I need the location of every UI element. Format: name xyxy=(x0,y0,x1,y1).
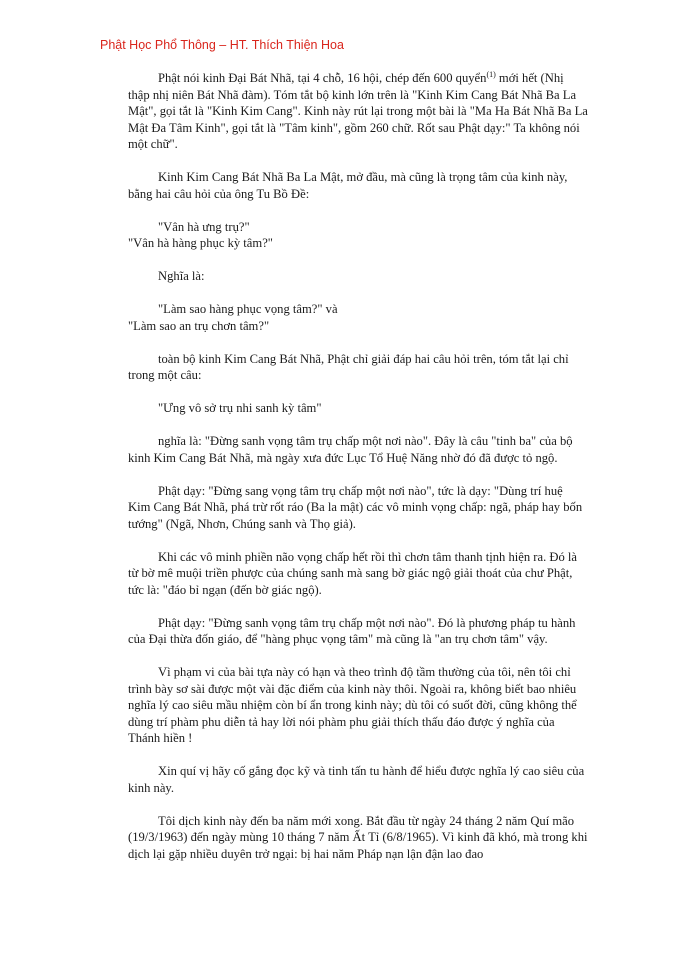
running-header: Phật Học Phổ Thông – HT. Thích Thiện Hoa xyxy=(100,38,344,52)
quote-5: "Ưng vô sở trụ nhi sanh kỳ tâm" xyxy=(158,401,322,415)
paragraph-2: Kinh Kim Cang Bát Nhã Ba La Mật, mở đầu, mà cũng là trọng tâm của kinh này, bằng hai câu hỏi của ông Tu Bồ Đề: xyxy=(128,170,568,201)
paragraph-4: toàn bộ kinh Kim Cang Bát Nhã, Phật chỉ giải đáp hai câu hỏi trên, tóm tắt lại chỉ trong một câu: xyxy=(128,351,569,382)
paragraph-9: Vì phạm vi của bài tựa này có hạn và theo trình độ tầm thường của tôi, nên tôi chỉ trình bày sơ sài được một vài đặc điểm của kinh này thôi. Ngoài ra, không biết bao nhiêu nghĩa lý cao siêu mầu nhiệm còn bí ẩn trong kinh này; dù tôi có suốt đời, cũng không thể dùng trí phàm phu diễn tả hay lời nói phàm phu giải thích thấu đáo được ý nghĩa của Thánh hiền ! xyxy=(128,665,577,745)
paragraph-11: Tôi dịch kinh này đến ba năm mới xong. Bắt đầu từ ngày 24 tháng 2 năm Quí mão (19/3/1963) đến ngày mùng 10 tháng 7 năm Ất Tỉ (6/8/1965). Vì kinh đã khó, mà trong khi dịch lại gặp nhiều duyên trở ngại: bị hai năm Pháp nạn lận đận lao đao xyxy=(128,813,588,861)
quote-4: "Làm sao an trụ chơn tâm?" xyxy=(128,318,270,333)
footnote-marker: (1) xyxy=(486,69,496,79)
paragraph-1-text-b: mới hết (Nhị thập nhị niên Bát Nhã đàm). Tóm tắt bộ kinh lớn trên là "Kinh Kim Cang Bát Nhã Ba La Mật", gọi tắt là "Kinh Kim Cang". Kinh này rút lại trong một bài là "Ma Ha Bát Nhã Ba La Mật Đa Tâm Kinh", gọi tắt là "Tâm kinh", gồm 260 chữ. Rốt sau Phật dạy:" Ta không nói một chữ". xyxy=(128,71,588,151)
paragraph-7: Khi các vô minh phiền não vọng chấp hết rồi thì chơn tâm thanh tịnh hiện ra. Đó là từ bờ mê muội triền phược của chúng sanh mà sang bờ giác ngộ giải thoát của chư Phật, tức là: "đáo bỉ ngạn (đến bờ giác ngộ). xyxy=(128,549,578,597)
paragraph-3: Nghĩa là: xyxy=(158,269,205,283)
paragraph-1 xyxy=(128,70,588,153)
paragraph-6: Phật dạy: "Đừng sang vọng tâm trụ chấp một nơi nào", tức là dạy: "Dùng trí huệ Kim Cang Bát Nhã, phá trừ rốt ráo (Ba la mật) các vô minh vọng chấp: ngã, pháp hay bốn tướng" (Ngã, Nhơn, Chúng sanh và Thọ giả). xyxy=(128,483,583,531)
quote-3: "Làm sao hàng phục vọng tâm?" và xyxy=(158,302,338,316)
paragraph-1-text-a: Phật nói kinh Đại Bát Nhã, tại 4 chỗ, 16 hội, chép đến 600 quyển xyxy=(158,71,487,85)
paragraph-10: Xin quí vị hãy cố gắng đọc kỹ và tinh tấn tu hành để hiểu được nghĩa lý cao siêu của kinh này. xyxy=(128,764,585,795)
document-body xyxy=(128,70,588,879)
paragraph-8: Phật dạy: "Đừng sanh vọng tâm trụ chấp một nơi nào". Đó là phương pháp tu hành của Đại thừa đốn giáo, để "hàng phục vọng tâm" mà cũng là "an trụ chơn tâm" vậy. xyxy=(128,615,576,646)
quote-2: "Vân hà hàng phục kỳ tâm?" xyxy=(128,236,273,250)
paragraph-5: nghĩa là: "Đừng sanh vọng tâm trụ chấp một nơi nào". Đây là câu "tinh ba" của bộ kinh Kim Cang Bát Nhã, mà ngày xưa đức Lục Tổ Huệ Năng nhờ đó đã được tỏ ngộ. xyxy=(128,434,573,465)
quote-1: "Vân hà ưng trụ?" xyxy=(158,219,250,234)
